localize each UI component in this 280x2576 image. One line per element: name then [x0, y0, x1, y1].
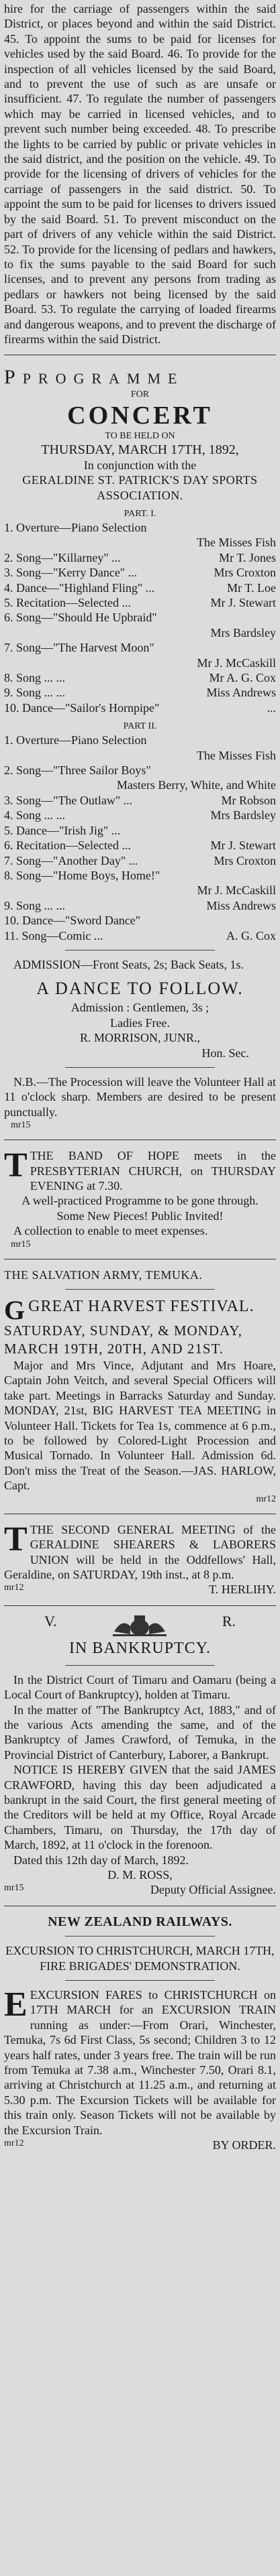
dance-heading: A DANCE TO FOLLOW.: [36, 979, 244, 999]
procession-note: N.B.—The Procession will leave the Volunteer Hall at 11 o'clock sharp. Members are desired to be present punctually.: [4, 1075, 276, 1119]
cipher-r: R.: [222, 1612, 236, 1630]
programme-item-title: 8. Song ... ...: [4, 671, 66, 685]
sec-title: Hon. Sec.: [201, 1046, 249, 1060]
royal-cipher: [4, 1614, 276, 1638]
divider: [65, 1936, 215, 1937]
divider: [65, 1289, 215, 1290]
programme-item: [4, 535, 276, 550]
salvation-code: mr12: [256, 1493, 276, 1504]
programme-item-performer: Mrs Bardsley: [210, 808, 276, 822]
programme-item-title: 5. Recitation—Selected ...: [4, 596, 131, 609]
bankruptcy-p2: In the matter of "The Bankruptcy Act, 1883," and of the various Acts amending the same, and of the Bankruptcy of James Crawford, of Temuka, in the Provincial District of Canterbury, Laborer, a Bankrupt.: [4, 1703, 276, 1762]
programme-item: [4, 685, 276, 700]
programme-item-title: 9. Song ... ...: [4, 898, 66, 912]
programme-item-title: 2. Song—"Killarney" ...: [4, 550, 121, 564]
programme-item-performer: Mr J. Stewart: [210, 839, 276, 853]
programme-item: [4, 656, 276, 670]
salvation-heading: THE SALVATION ARMY, TEMUKA.: [4, 1268, 203, 1282]
programme-item: [4, 640, 276, 655]
programme-item: [4, 838, 276, 853]
railways-demonstration: FIRE BRIGADES' DEMONSTRATION.: [40, 1959, 240, 1973]
harvest-title: GGREAT HARVEST FESTIVAL.: [4, 1295, 254, 1326]
programme-item: [4, 670, 276, 685]
programme-item-title: 10. Dance—"Sailor's Hornpipe": [4, 700, 160, 715]
programme-item: [4, 733, 276, 747]
assignee-office: Deputy Official Assignee.: [150, 1883, 276, 1897]
part1-list: [4, 520, 276, 715]
band-of-hope-text: TTHE BAND OF HOPE meets in the PRESBYTERIAN CHURCH, on THURSDAY EVENING at 7.30.: [4, 1146, 276, 1192]
programme-item-title: 6. Recitation—Selected ...: [4, 839, 131, 853]
programme-item: [4, 868, 276, 883]
shearers-text: TTHE SECOND GENERAL MEETING of the GERALDINE SHEARERS & LABORERS UNION will be held in the Oddfellows' Hall, Geraldine, on SATURDAY, 19th inst., at 8 p.m.: [4, 1520, 276, 1581]
programme-item-performer: Mr A. G. Cox: [209, 671, 276, 685]
programme-item-title: 2. Song—"Three Sailor Boys": [4, 763, 151, 778]
programme-item: [4, 520, 276, 535]
programme-item-performer: Masters Berry, White, and White: [116, 778, 276, 792]
programme-item: [4, 853, 276, 868]
conjunction: In conjunction with the: [83, 458, 197, 472]
programme-item-title: 9. Song ... ...: [4, 686, 66, 700]
to-be-held: TO BE HELD ON: [105, 431, 175, 442]
ladies-free: Ladies Free.: [110, 1016, 170, 1030]
bylaw-text: hire for the carriage of passengers within the said District, or places beyond and within the said District. 45. To appoint the sums to be paid for licenses for vehicles used by the said Board. 46. To provide for the inspection of all vehicles licensed by the said Board, and to prevent the use of such as are unsafe or insufficient. 47. To regulate the number of passengers which may be carried in licensed vehicles, and to prevent such number being exceeded. 48. To prescribe the lights to be carried by public or private vehicles in the said district, and the position on the vehicle. 49. To provide for the licensing of drivers of vehicles for the carriage of passengers in the said district. 50. To appoint the sum to be paid for licenses to drivers issued by the said Board. 51. To prevent misconduct on the part of drivers of any vehicle within the said District. 52. To provide for the licensing of pedlars and hawkers, to fix the sums payable to the said Board for such licenses, and to prevent any persons from trading as pedlars or hawkers not being licensed by the said Board. 53. To regulate the carrying of loaded firearms and dangerous weapons, and to prevent the discharge of firearms within the said District.: [4, 2, 276, 346]
railways-title: NEW ZEALAND RAILWAYS.: [48, 1914, 232, 1929]
programme-item-performer: ...: [267, 700, 276, 715]
programme-item-performer: A. G. Cox: [226, 928, 276, 942]
railways-excursion: EXCURSION TO CHRISTCHURCH, MARCH 17TH,: [5, 1944, 275, 1958]
association: GERALDINE ST. PATRICK'S DAY SPORTS ASSOCIATION.: [22, 473, 258, 502]
band-code: mr15: [11, 1239, 31, 1249]
programme-item: [4, 808, 276, 822]
programme-item-title: 1. Overture—Piano Selection: [4, 520, 147, 534]
concert-title: CONCERT: [67, 402, 213, 430]
band-line3: Some New Pieces! Public Invited!: [56, 1209, 224, 1223]
shearers-signed: T. HERLIHY.: [209, 1583, 276, 1597]
programme-item: [4, 883, 276, 898]
admission: ADMISSION—Front Seats, 2s; Back Seats, 1s.: [13, 957, 244, 971]
programme-item-title: 11. Song—Comic ...: [4, 928, 103, 942]
divider: [65, 1665, 215, 1666]
programme-item-title: 10. Dance—"Sword Dance": [4, 914, 141, 928]
programme-item: [4, 610, 276, 625]
bankruptcy-title: IN BANKRUPTCY.: [69, 1639, 211, 1657]
bankruptcy-footer: [4, 1882, 276, 1897]
column: [4, 1, 276, 2153]
part2-heading: PART II.: [123, 721, 157, 732]
programme-item-title: 3. Song—"Kerry Dance" ...: [4, 566, 138, 580]
programme-item-performer: Mrs Bardsley: [210, 625, 276, 639]
programme-item-title: 7. Song—"The Harvest Moon": [4, 641, 154, 655]
programme-item-title: 4. Song ... ...: [4, 808, 66, 822]
divider: [4, 1259, 276, 1260]
programme-item: [4, 748, 276, 763]
programme-item: [4, 763, 276, 778]
concert-date: THURSDAY, MARCH 17TH, 1892,: [41, 442, 239, 458]
shearers-code: mr12: [4, 1583, 24, 1593]
programme-item: [4, 928, 276, 943]
band-line2: A well-practiced Programme to be gone through.: [21, 1194, 259, 1208]
divider: [65, 1980, 215, 1981]
assignee-name: D. M. ROSS,: [107, 1868, 173, 1882]
programme-item-performer: Mr T. Loe: [227, 580, 276, 595]
royal-crest-icon: [99, 1614, 180, 1638]
railways-text: EEXCURSION FARES to CHRISTCHURCH on 17TH MARCH for an EXCURSION TRAIN running as under:—From Orari, Winchester, Temuka, 7s 6d First Class, 5s second; Children 3 to 12 years half rates, under 3 years free. The train will be run from Temuka at 7.38 a.m., Winchester 7.50, Orari 8.1, arriving at Christchurch at 11.25 a.m., and returning at 5.30 p.m. The Excursion Tickets will be available for this train only. Season Tickets will not be available by the Excursion Train.: [4, 1985, 276, 2137]
programme-item: [4, 625, 276, 640]
programme-item-performer: The Misses Fish: [196, 536, 276, 550]
programme-item: [4, 550, 276, 565]
programme-item-performer: Mr J. Stewart: [210, 596, 276, 609]
programme-item: [4, 580, 276, 595]
programme-item: [4, 823, 276, 838]
railways-order: BY ORDER.: [212, 2138, 276, 2152]
programme-item-title: 7. Song—"Another Day" ...: [4, 853, 138, 867]
bankruptcy-code: mr15: [4, 1883, 24, 1894]
programme-item-title: 6. Song—"Should He Upbraid": [4, 611, 157, 625]
part1-heading: PART. I.: [124, 508, 156, 519]
programme-item-title: 4. Dance—"Highland Fling" ...: [4, 580, 155, 595]
harvest-dates: SATURDAY, SUNDAY, & MONDAY, MARCH 19TH, 20TH, AND 21ST.: [4, 1323, 242, 1357]
programme-item-performer: Mr J. McCaskill: [197, 656, 276, 670]
programme-item-performer: Mr J. McCaskill: [197, 883, 276, 898]
bankruptcy-p3: NOTICE IS HEREBY GIVEN that the said JAMES CRAWFORD, having this day been adjudicated a bankrupt in the said Court, the first general meeting of the Creditors will be held at my Office, Royal Arcade Chambers, Timaru, on Thursday, the 17th day of March, 1892, at 11 o'clock in the forenoon.: [4, 1763, 276, 1852]
programme-heading: PPROGRAMME: [4, 366, 185, 389]
programme-item: [4, 913, 276, 928]
concert-code: mr15: [11, 1120, 31, 1131]
programme-item-performer: Mrs Croxton: [214, 566, 276, 580]
programme-item-performer: Miss Andrews: [206, 898, 276, 912]
programme-item: [4, 778, 276, 792]
programme-item-title: 8. Song—"Home Boys, Home!": [4, 868, 160, 882]
programme-item-performer: Mrs Croxton: [214, 853, 276, 867]
programme-item-performer: Miss Andrews: [206, 686, 276, 700]
railways-code: mr12: [4, 2138, 24, 2149]
programme-item-title: 5. Dance—"Irish Jig" ...: [4, 823, 121, 837]
divider: [65, 1067, 215, 1068]
for-label: FOR: [130, 389, 150, 400]
band-line4: A collection to enable to meet expenses.: [13, 1224, 208, 1238]
harvest-text: Major and Mrs Vince, Adjutant and Mrs Hoare, Captain John Veitch, and several Special Officers will take part. Meetings in Barracks Saturday and Sunday. MONDAY, 21st, BIG HARVEST TEA MEETING in Volunteer Hall. Tickets for Tea 1s, commence at 6 p.m., to be followed by Colored-Light Procession and Musical Tornado. In Volunteer Hall. Admission 6d. Don't miss the Treat of the Season.—JAS. HARLOW, Capt.: [4, 1359, 276, 1493]
programme-item: [4, 793, 276, 808]
dance-admission: Admission : Gentlemen, 3s ;: [71, 1001, 209, 1015]
programme-item: [4, 898, 276, 913]
programme-item-performer: The Misses Fish: [196, 748, 276, 762]
bankruptcy-date: Dated this 12th day of March, 1892.: [13, 1853, 189, 1867]
cipher-v: V.: [44, 1612, 57, 1630]
bankruptcy-p1: In the District Court of Timaru and Oamaru (being a Local Court of Bankruptcy), holden at Timaru.: [4, 1672, 276, 1702]
programme-item: [4, 565, 276, 580]
programme-item-performer: Mr T. Jones: [219, 550, 276, 564]
shearers-footer: [4, 1582, 276, 1597]
programme-item: [4, 700, 276, 715]
programme-item-title: 1. Overture—Piano Selection: [4, 733, 147, 747]
part2-list: [4, 733, 276, 943]
programme-item-performer: Mr Robson: [221, 793, 276, 807]
programme-item: [4, 595, 276, 610]
programme-item-title: 3. Song—"The Outlaw" ...: [4, 793, 133, 807]
secretary: R. MORRISON, JUNR.,: [79, 1031, 201, 1045]
railways-footer: [4, 2138, 276, 2152]
divider: [4, 1605, 276, 1606]
